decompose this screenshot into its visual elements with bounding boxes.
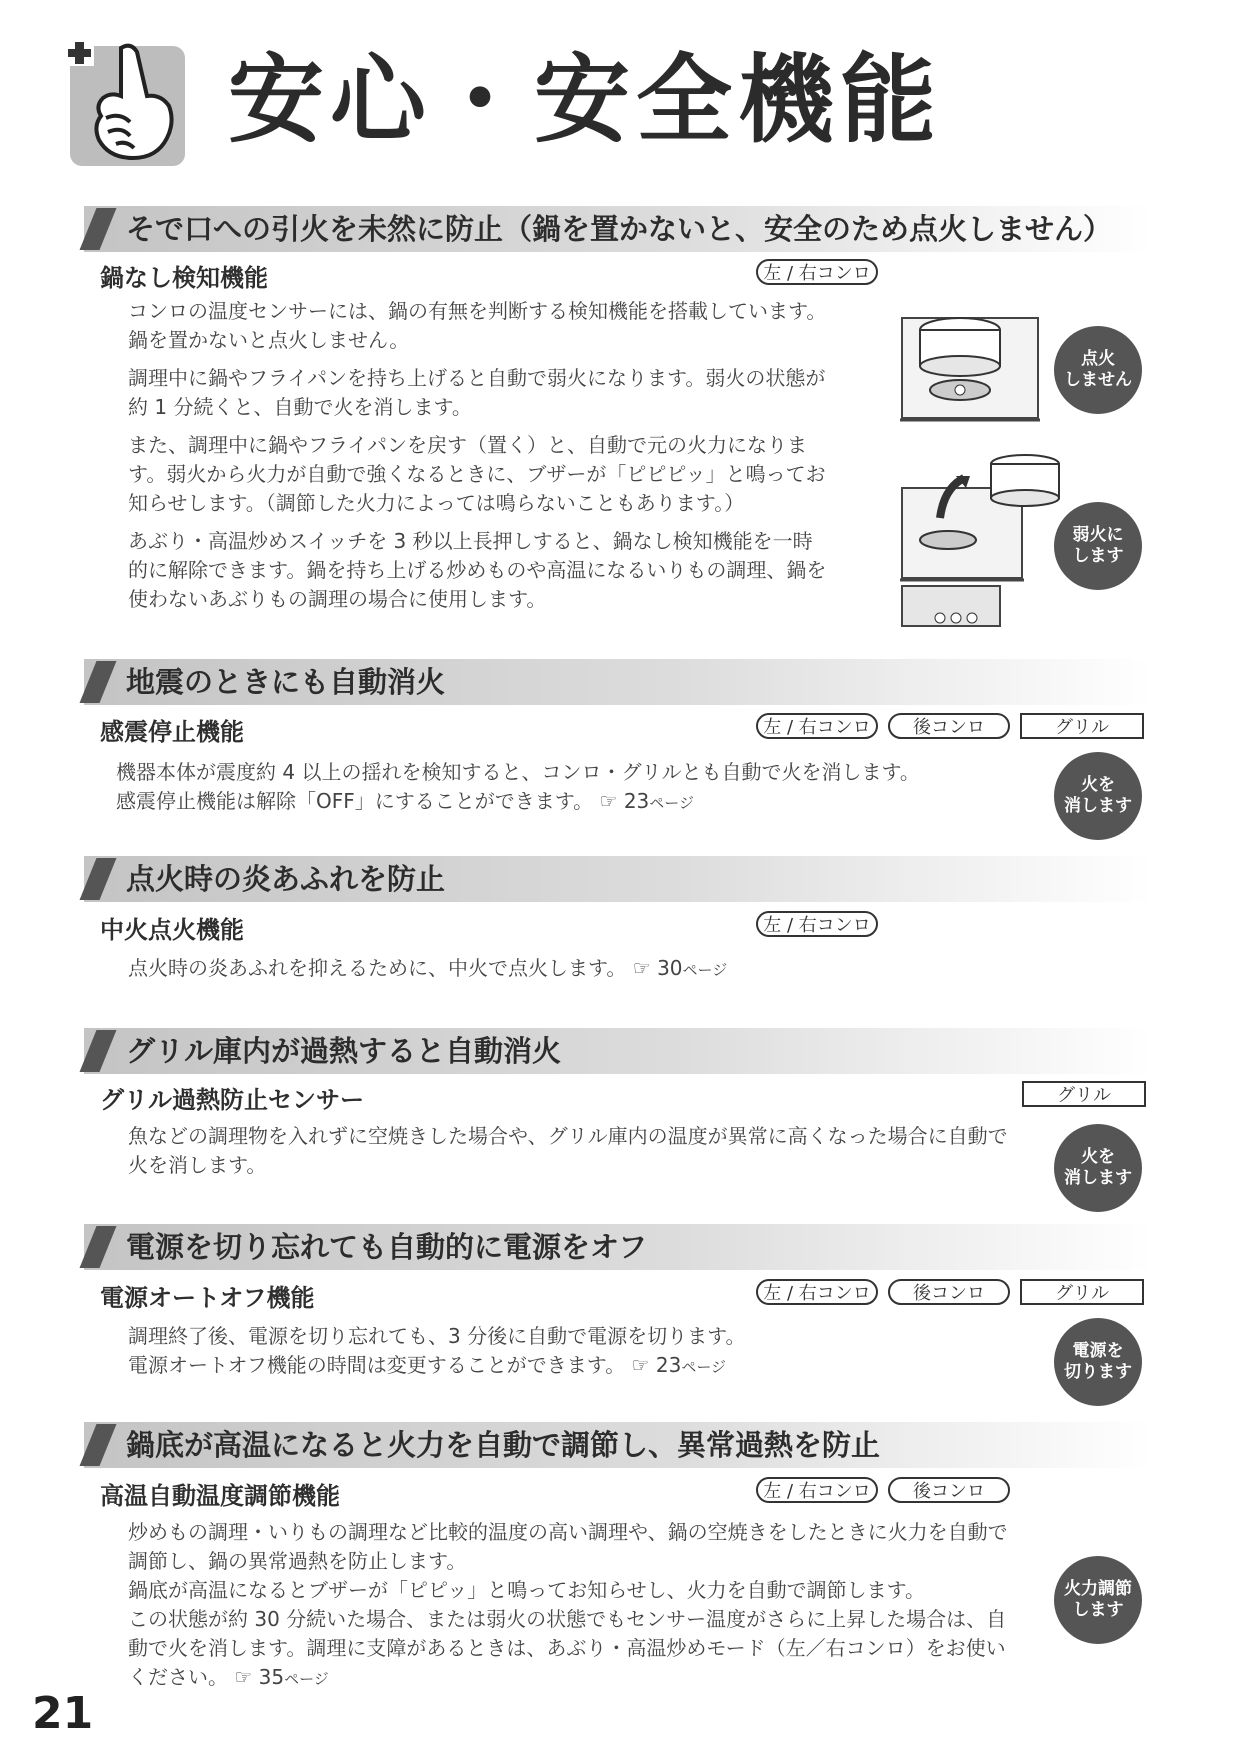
section-body xyxy=(128,297,828,623)
body-paragraph: また、調理中に鍋やフライパンを戻す（置く）と、自動で元の火力になります。弱火から火力が自動で強くなるときに、ブザーが「ピピピッ」と鳴ってお知らせします。（調節した火力によっては鳴らないこともあります。） xyxy=(128,433,826,515)
tag-grill: グリル xyxy=(1020,713,1144,739)
page-suffix: ページ xyxy=(681,1358,727,1376)
tag-grill: グリル xyxy=(1022,1081,1146,1107)
section-banner xyxy=(84,1422,1154,1468)
tag-grill: グリル xyxy=(1020,1279,1144,1305)
page-ref[interactable]: 23 xyxy=(655,1353,682,1377)
page-suffix: ページ xyxy=(682,961,728,979)
section-title: 鍋底が高温になると火力を自動で調節し、異常過熱を防止 xyxy=(126,1428,881,1462)
page-title: 安心・安全機能 xyxy=(228,44,942,156)
body-paragraph: 感震停止機能は解除「OFF」にすることができます。 xyxy=(116,789,594,813)
status-circle: 点火 しません xyxy=(1054,326,1142,414)
section-banner xyxy=(84,659,1154,705)
section-title: 点火時の炎あふれを防止 xyxy=(126,862,446,896)
tag-left-right-stove: 左 / 右コンロ xyxy=(756,259,878,285)
body-paragraph: 機器本体が震度約 4 以上の揺れを検知すると、コンロ・グリルとも自動で火を消します。 xyxy=(116,760,920,784)
tag-rear-stove: 後コンロ xyxy=(888,1477,1010,1503)
body-paragraph: 炒めもの調理・いりもの調理など比較的温度の高い調理や、鍋の空焼きをしたときに火力を自動で調節し、鍋の異常過熱を防止します。 xyxy=(128,1520,1008,1573)
status-circle: 弱火に します xyxy=(1054,502,1142,590)
pointing-hand-icon: ☞ xyxy=(228,1665,259,1689)
section-banner xyxy=(84,1028,1154,1074)
page-number: 21 xyxy=(32,1688,94,1739)
body-paragraph: 点火時の炎あふれを抑えるために、中火で点火します。 xyxy=(128,956,627,980)
section-banner xyxy=(84,206,1154,252)
function-heading: 感震停止機能 xyxy=(100,718,244,746)
section-body xyxy=(128,1518,1008,1694)
section-title: 地震のときにも自動消火 xyxy=(126,665,446,699)
page-ref[interactable]: 30 xyxy=(657,956,683,980)
section-body xyxy=(128,1122,1008,1180)
body-paragraph: 鍋底が高温になるとブザーが「ピピッ」と鳴ってお知らせし、火力を自動で調節します。 xyxy=(128,1578,925,1602)
tag-rear-stove: 後コンロ xyxy=(888,1279,1010,1305)
function-heading: 鍋なし検知機能 xyxy=(100,264,268,292)
function-heading: グリル過熱防止センサー xyxy=(100,1086,364,1114)
function-heading: 高温自動温度調節機能 xyxy=(100,1482,340,1510)
pot-on-stove-illustration xyxy=(900,308,1040,428)
body-paragraph: コンロの温度センサーには、鍋の有無を判断する検知機能を搭載しています。鍋を置かないと点火しません。 xyxy=(128,299,827,352)
body-paragraph: 電源オートオフ機能の時間は変更することができます。 xyxy=(128,1353,626,1377)
function-heading: 中火点火機能 xyxy=(100,916,244,944)
tag-left-right-stove: 左 / 右コンロ xyxy=(756,713,878,739)
status-circle: 電源を 切ります xyxy=(1054,1318,1142,1406)
function-heading: 電源オートオフ機能 xyxy=(100,1284,315,1312)
status-circle: 火を 消します xyxy=(1054,1124,1142,1212)
lifted-pot-illustration xyxy=(900,448,1080,628)
pointing-hand-icon: ☞ xyxy=(593,789,624,813)
tag-left-right-stove: 左 / 右コンロ xyxy=(756,1279,878,1305)
body-paragraph: 調理終了後、電源を切り忘れても、3 分後に自動で電源を切ります。 xyxy=(128,1324,746,1348)
body-paragraph: 魚などの調理物を入れずに空焼きした場合や、グリル庫内の温度が異常に高くなった場合に自動で火を消します。 xyxy=(128,1124,1008,1177)
pointing-hand-icon: ☞ xyxy=(626,956,658,980)
body-paragraph: あぶり・高温炒めスイッチを 3 秒以上長押しすると、鍋なし検知機能を一時的に解除できます。鍋を持ち上げる炒めものや高温になるいりもの調理、鍋を使わないあぶりもの調理の場合に使用します。 xyxy=(128,529,827,611)
tag-left-right-stove: 左 / 右コンロ xyxy=(756,1477,878,1503)
status-circle: 火を 消します xyxy=(1054,752,1142,840)
section-body xyxy=(128,1322,1008,1382)
section-body xyxy=(128,954,1008,985)
page-ref[interactable]: 23 xyxy=(623,789,650,813)
tag-rear-stove: 後コンロ xyxy=(888,713,1010,739)
section-title: グリル庫内が過熱すると自動消火 xyxy=(126,1034,562,1068)
section-title: そで口への引火を未然に防止（鍋を置かないと、安全のため点火しません） xyxy=(126,212,1113,246)
page-suffix: ページ xyxy=(649,794,694,812)
section-banner xyxy=(84,856,1154,902)
section-body xyxy=(116,758,996,818)
body-paragraph: 調理中に鍋やフライパンを持ち上げると自動で弱火になります。弱火の状態が約 1 分続くと、自動で火を消します。 xyxy=(128,366,826,419)
section-title: 電源を切り忘れても自動的に電源をオフ xyxy=(126,1230,648,1264)
pointing-hand-plus-icon xyxy=(66,34,191,170)
tag-left-right-stove: 左 / 右コンロ xyxy=(756,911,878,937)
status-circle: 火力調節 します xyxy=(1054,1556,1142,1644)
page-ref[interactable]: 35 xyxy=(258,1665,285,1689)
page-suffix: ページ xyxy=(284,1670,329,1688)
pointing-hand-icon: ☞ xyxy=(625,1353,656,1377)
body-paragraph: この状態が約 30 分続いた場合、または弱火の状態でもセンサー温度がさらに上昇した場合は、自動で火を消します。調理に支障があるときは、あぶり・高温炒めモード（左／右コンロ）をお使いください。 xyxy=(128,1607,1007,1689)
section-banner xyxy=(84,1224,1154,1270)
